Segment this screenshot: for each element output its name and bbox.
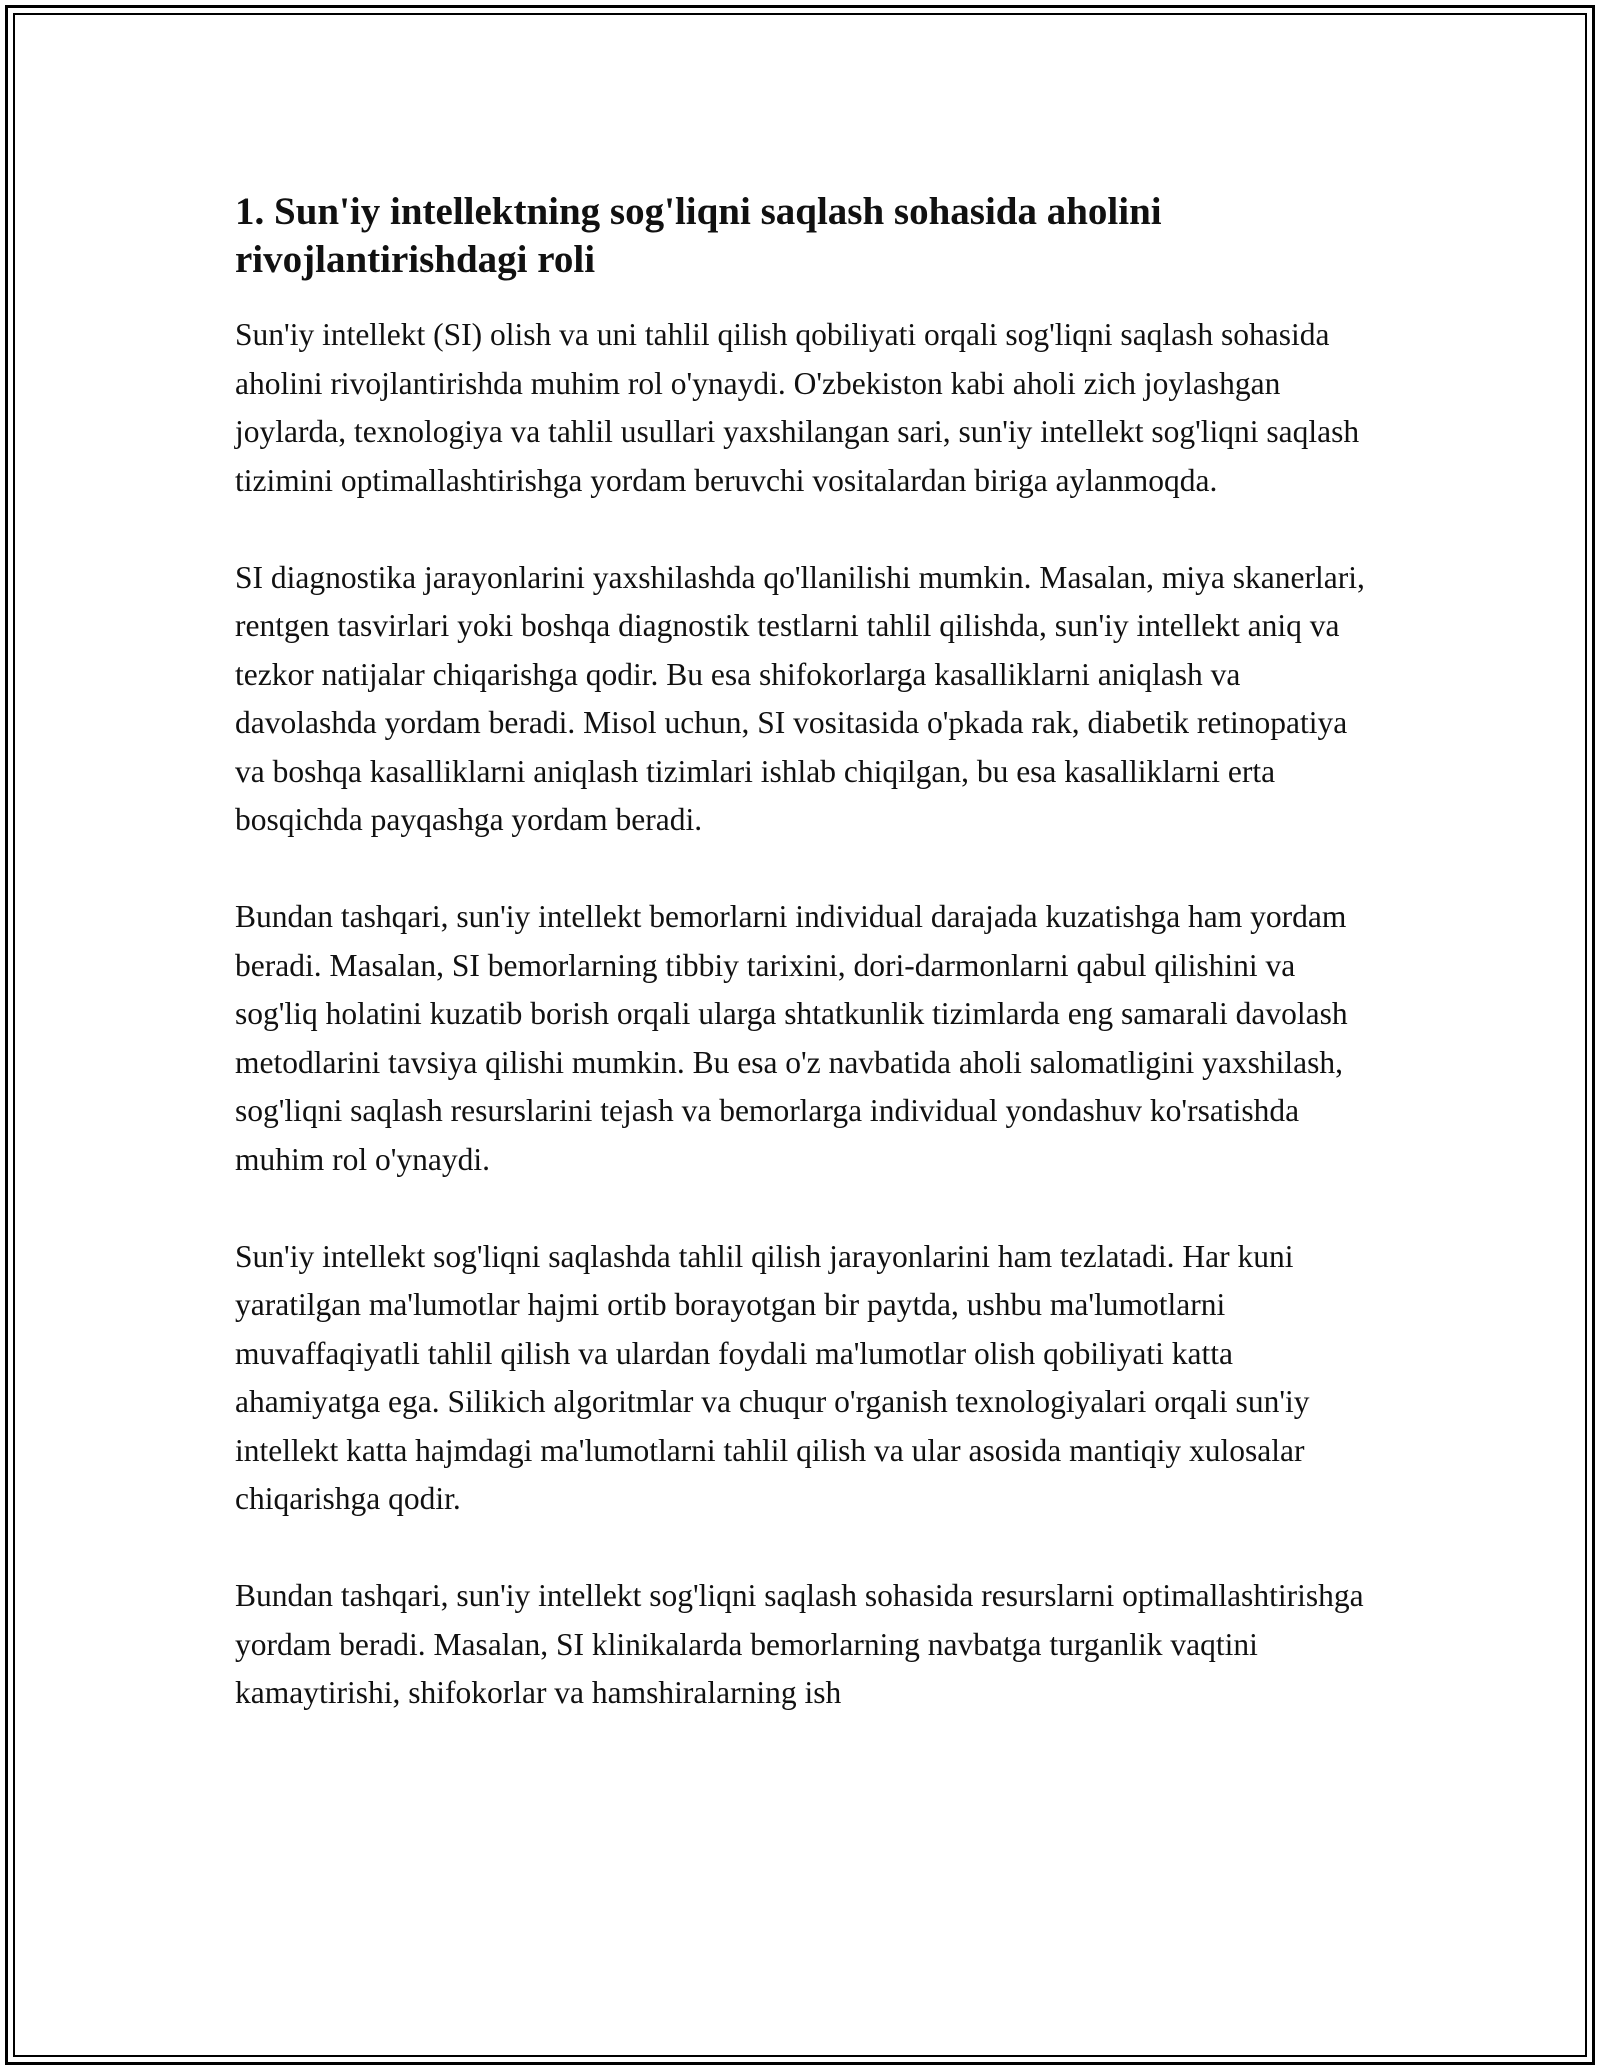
paragraph-5: Bundan tashqari, sun'iy intellekt sog'liqni saqlash sohasida resurslarni optimallashtirishga yordam beradi. Masalan, SI klinikalarda bemorlarning navbatga turganlik vaqtini kamaytirishi, shifokorlar va hamshiralarning ish: [235, 1578, 1364, 1710]
paragraph-3: Bundan tashqari, sun'iy intellekt bemorlarni individual darajada kuzatishga ham yordam beradi. Masalan, SI bemorlarning tibbiy tarixini, dori-darmonlarni qabul qilishini va sog'liq holatini kuzatib borish orqali ularga shtatkunlik tizimlarda eng samarali davolash metodlarini tavsiya qilishi mumkin. Bu esa o'z navbatida aholi salomatligini yaxshilash, sog'liqni saqlash resurslarini tejash va bemorlarga individual yondashuv ko'rsatishda muhim rol o'ynaydi.: [235, 899, 1348, 1177]
paragraph-4: Sun'iy intellekt sog'liqni saqlashda tahlil qilish jarayonlarini ham tezlatadi. Har kuni yaratilgan ma'lumotlar hajmi ortib borayotgan bir paytda, ushbu ma'lumotlarni muvaffaqiyatli tahlil qilish va ulardan foydali ma'lumotlar olish qobiliyati katta ahamiyatga ega. Silikich algoritmlar va chuqur o'rganish texnologiyalari orqali sun'iy intellekt katta hajmdagi ma'lumotlarni tahlil qilish va ular asosida mantiqiy xulosalar chiqarishga qodir.: [235, 1238, 1310, 1516]
paragraph-1: Sun'iy intellekt (SI) olish va uni tahlil qilish qobiliyati orqali sog'liqni saqlash sohasida aholini rivojlantirishda muhim rol o'ynaydi. O'zbekiston kabi aholi zich joylashgan joylarda, texnologiya va tahlil usullari yaxshilangan sari, sun'iy intellekt sog'liqni saqlash tizimini optimallashtirishga yordam beruvchi vositalardan biriga aylanmoqda.: [235, 317, 1360, 498]
document-body: [235, 188, 1365, 1766]
paragraph-2: SI diagnostika jarayonlarini yaxshilashda qo'llanilishi mumkin. Masalan, miya skanerlari, rentgen tasvirlari yoki boshqa diagnostik testlarni tahlil qilishda, sun'iy intellekt aniq va tezkor natijalar chiqarishga qodir. Bu esa shifokorlarga kasalliklarni aniqlash va davolashda yordam beradi. Misol uchun, SI vositasida o'pkada rak, diabetik retinopatiya va boshqa kasalliklarni aniqlash tizimlari ishlab chiqilgan, bu esa kasalliklarni erta bosqichda payqashga yordam beradi.: [235, 559, 1365, 837]
section-title: 1. Sun'iy intellektning sog'liqni saqlash sohasida aholini rivojlantirishdagi roli: [235, 190, 1162, 281]
